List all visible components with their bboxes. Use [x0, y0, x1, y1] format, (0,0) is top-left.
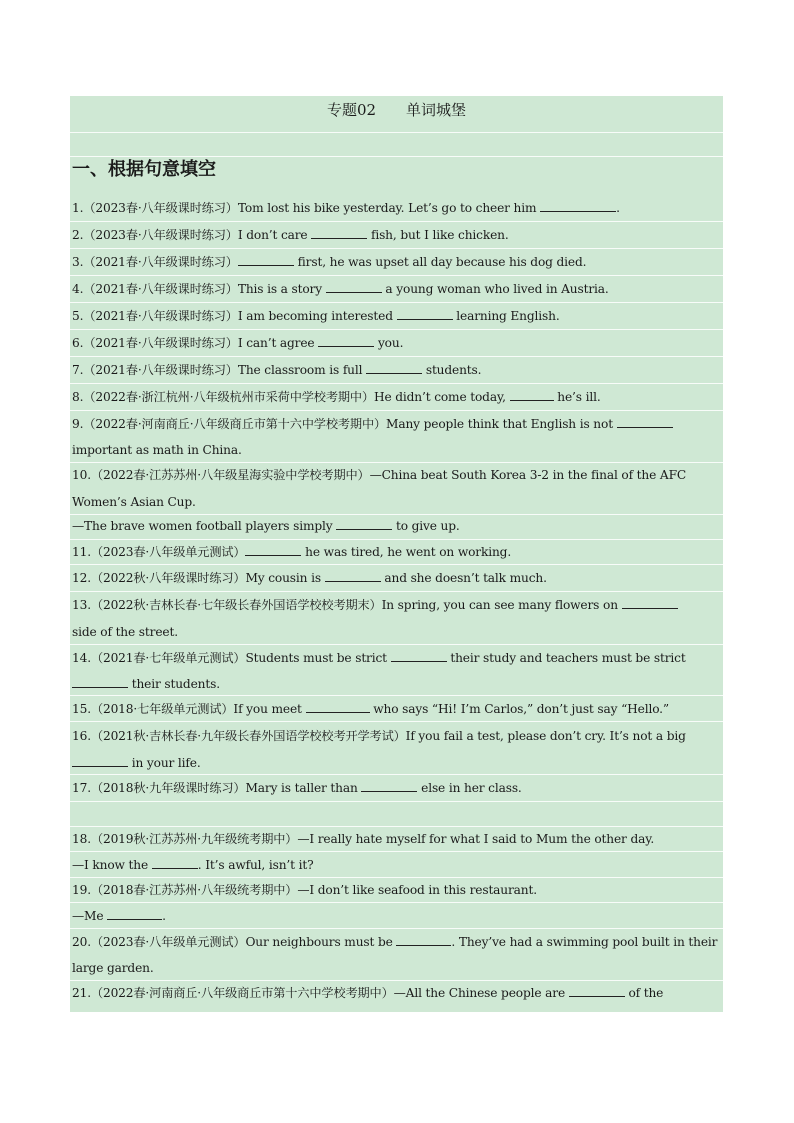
question-text: In spring, you can see many flowers on [381, 598, 622, 612]
question-10-cont [72, 494, 720, 510]
divider [70, 774, 723, 775]
question-4 [72, 281, 720, 297]
question-text: If you fail a test, please don’t cry. It’s not a big [405, 729, 686, 743]
question-text: 16. [72, 729, 91, 743]
question-text: This is a story [237, 282, 326, 296]
divider [70, 980, 723, 981]
question-text: （2022春·江苏苏州·八年级星海实验中学校考期中） [90, 468, 370, 482]
question-text: I am becoming interested [237, 309, 397, 323]
question-text: Our neighbours must be [245, 935, 397, 949]
question-1 [72, 200, 720, 216]
question-text: . [162, 909, 166, 923]
divider [70, 644, 723, 645]
divider [70, 248, 723, 249]
question-text: 5. [72, 309, 84, 323]
question-text: 21. [72, 986, 91, 1000]
answer-blank[interactable] [361, 780, 417, 792]
question-text: （2018秋·九年级课时练习） [90, 781, 246, 795]
question-6 [72, 335, 720, 351]
question-15 [72, 701, 720, 717]
question-text: in your life. [128, 756, 201, 770]
question-19-reply [72, 908, 720, 924]
question-19 [72, 882, 720, 898]
question-10-reply [72, 518, 720, 534]
question-text: 2. [72, 228, 84, 242]
question-text: 14. [72, 651, 91, 665]
question-text: （2022秋·八年级课时练习） [90, 571, 246, 585]
question-text: 19. [72, 883, 91, 897]
question-text: 4. [72, 282, 84, 296]
question-text: 13. [72, 598, 91, 612]
answer-blank[interactable] [72, 755, 128, 767]
question-text: If you meet [233, 702, 306, 716]
answer-blank[interactable] [617, 416, 673, 428]
answer-blank[interactable] [510, 389, 554, 401]
topic-number: 专题02 [326, 101, 377, 119]
question-text: （2021春·八年级课时练习） [83, 282, 238, 296]
question-text: 15. [72, 702, 91, 716]
question-text: —I know the [72, 858, 152, 872]
question-text: fish, but I like chicken. [367, 228, 509, 242]
answer-blank[interactable] [238, 254, 294, 266]
question-text: large garden. [72, 961, 154, 975]
question-text: —I don’t like seafood in this restaurant. [297, 883, 537, 897]
question-text: learning English. [452, 309, 560, 323]
answer-blank[interactable] [72, 676, 128, 688]
answer-blank[interactable] [622, 597, 678, 609]
question-text: else in her class. [417, 781, 522, 795]
question-text: 10. [72, 468, 91, 482]
question-text: 12. [72, 571, 91, 585]
question-text: . They’ve had a swimming pool built in their [451, 935, 718, 949]
answer-blank[interactable] [325, 570, 381, 582]
question-text: to give up. [392, 519, 460, 533]
divider [70, 221, 723, 222]
question-text: He didn’t come today, [373, 390, 510, 404]
question-3 [72, 254, 720, 270]
answer-blank[interactable] [107, 908, 162, 920]
divider [70, 514, 723, 515]
question-text: 20. [72, 935, 91, 949]
question-text: My cousin is [245, 571, 325, 585]
question-text: important as math in China. [72, 443, 242, 457]
question-text: （2023春·八年级单元测试） [90, 935, 246, 949]
divider [70, 877, 723, 878]
divider [70, 462, 723, 463]
question-text: a young woman who lived in Austria. [381, 282, 609, 296]
question-text: 8. [72, 390, 84, 404]
divider [70, 721, 723, 722]
question-12 [72, 570, 720, 586]
divider [70, 591, 723, 592]
question-18-reply [72, 857, 720, 873]
answer-blank[interactable] [326, 281, 382, 293]
question-text: （2021春·八年级课时练习） [83, 309, 238, 323]
question-18 [72, 831, 720, 847]
answer-blank[interactable] [306, 701, 370, 713]
divider [70, 302, 723, 303]
answer-blank[interactable] [152, 857, 198, 869]
question-16 [72, 728, 720, 744]
answer-blank[interactable] [336, 518, 392, 530]
answer-blank[interactable] [366, 362, 422, 374]
document-page [70, 96, 723, 1012]
question-text: Students must be strict [245, 651, 391, 665]
question-8 [72, 389, 720, 405]
question-13-cont [72, 624, 720, 640]
divider [70, 383, 723, 384]
question-text: 11. [72, 545, 91, 559]
question-text: —All the Chinese people are [393, 986, 569, 1000]
question-text: side of the street. [72, 625, 178, 639]
question-text: 9. [72, 417, 84, 431]
divider [70, 132, 723, 133]
question-text: —Me [72, 909, 108, 923]
question-text: （2021春·七年级单元测试） [90, 651, 246, 665]
answer-blank[interactable] [311, 227, 367, 239]
answer-blank[interactable] [397, 308, 453, 320]
section-heading: 一、根据句意填空 [72, 159, 216, 180]
answer-blank[interactable] [318, 335, 374, 347]
question-text: （2023春·八年级课时练习） [83, 201, 238, 215]
question-text: （2023春·八年级单元测试） [90, 545, 246, 559]
question-text: Women’s Asian Cup. [72, 495, 196, 509]
divider [70, 410, 723, 411]
question-text: （2023春·八年级课时练习） [83, 228, 238, 242]
answer-blank[interactable] [245, 544, 301, 556]
question-text: first, he was upset all day because his dog died. [293, 255, 587, 269]
question-text: . [616, 201, 620, 215]
question-text: of the [624, 986, 664, 1000]
divider [70, 826, 723, 827]
question-13 [72, 597, 720, 613]
question-text: （2021春·八年级课时练习） [83, 363, 238, 377]
question-text: （2022春·浙江杭州·八年级杭州市采荷中学校考期中） [83, 390, 374, 404]
question-text: —I really hate myself for what I said to Mum the other day. [297, 832, 655, 846]
question-9 [72, 416, 720, 432]
question-text: （2021春·八年级课时练习） [83, 255, 238, 269]
divider [70, 902, 723, 903]
question-text: （2022春·河南商丘·八年级商丘市第十六中学校考期中） [83, 417, 387, 431]
question-21 [72, 985, 720, 1001]
question-text: —The brave women football players simply [72, 519, 337, 533]
question-text: （2018春·江苏苏州·八年级统考期中） [90, 883, 298, 897]
question-text: —China beat South Korea 3-2 in the final of the AFC [369, 468, 687, 482]
divider [70, 356, 723, 357]
question-text: 18. [72, 832, 91, 846]
divider [70, 695, 723, 696]
question-20-cont [72, 960, 720, 976]
question-16-cont [72, 755, 720, 771]
topic-name: 单词城堡 [406, 101, 467, 119]
question-text: who says “Hi! I’m Carlos,” don’t just say “Hello.” [369, 702, 669, 716]
question-11 [72, 544, 720, 560]
question-text: The classroom is full [237, 363, 367, 377]
page-title [70, 98, 723, 122]
question-9-cont [72, 442, 720, 458]
question-text: 17. [72, 781, 91, 795]
divider [70, 539, 723, 540]
divider [70, 801, 723, 802]
question-text: he was tired, he went on working. [301, 545, 512, 559]
question-14-cont [72, 676, 720, 692]
question-text: 7. [72, 363, 84, 377]
divider [70, 928, 723, 929]
question-text: and she doesn’t talk much. [380, 571, 547, 585]
question-text: （2022春·河南商丘·八年级商丘市第十六中学校考期中） [90, 986, 394, 1000]
question-text: their study and teachers must be strict [446, 651, 686, 665]
question-7 [72, 362, 720, 378]
answer-blank[interactable] [391, 650, 447, 662]
question-text: their students. [128, 677, 220, 691]
question-text: （2022秋·吉林长春·七年级长春外国语学校校考期末） [90, 598, 382, 612]
question-text: （2021春·八年级课时练习） [83, 336, 238, 350]
question-text: he’s ill. [553, 390, 601, 404]
question-text: I don’t care [237, 228, 312, 242]
question-text: Tom lost his bike yesterday. Let’s go to cheer him [237, 201, 541, 215]
question-10 [72, 467, 720, 483]
divider [70, 275, 723, 276]
divider [70, 329, 723, 330]
question-text: （2019秋·江苏苏州·九年级统考期中） [90, 832, 298, 846]
question-2 [72, 227, 720, 243]
question-14 [72, 650, 720, 666]
divider [70, 564, 723, 565]
question-text: 1. [72, 201, 84, 215]
question-text: Mary is taller than [245, 781, 362, 795]
divider [70, 851, 723, 852]
question-text: Many people think that English is not [386, 417, 617, 431]
question-text: you. [374, 336, 404, 350]
answer-blank[interactable] [569, 985, 625, 997]
question-5 [72, 308, 720, 324]
question-text: （2018·七年级单元测试） [90, 702, 234, 716]
divider [70, 156, 723, 157]
question-text: 3. [72, 255, 84, 269]
question-text: （2021秋·吉林长春·九年级长春外国语学校校考开学考试） [90, 729, 406, 743]
question-text: I can’t agree [237, 336, 319, 350]
question-20 [72, 934, 720, 950]
answer-blank[interactable] [540, 200, 616, 212]
answer-blank[interactable] [396, 934, 451, 946]
question-text: 6. [72, 336, 84, 350]
question-17 [72, 780, 720, 796]
question-text: students. [422, 363, 482, 377]
question-text: . It’s awful, isn’t it? [197, 858, 314, 872]
